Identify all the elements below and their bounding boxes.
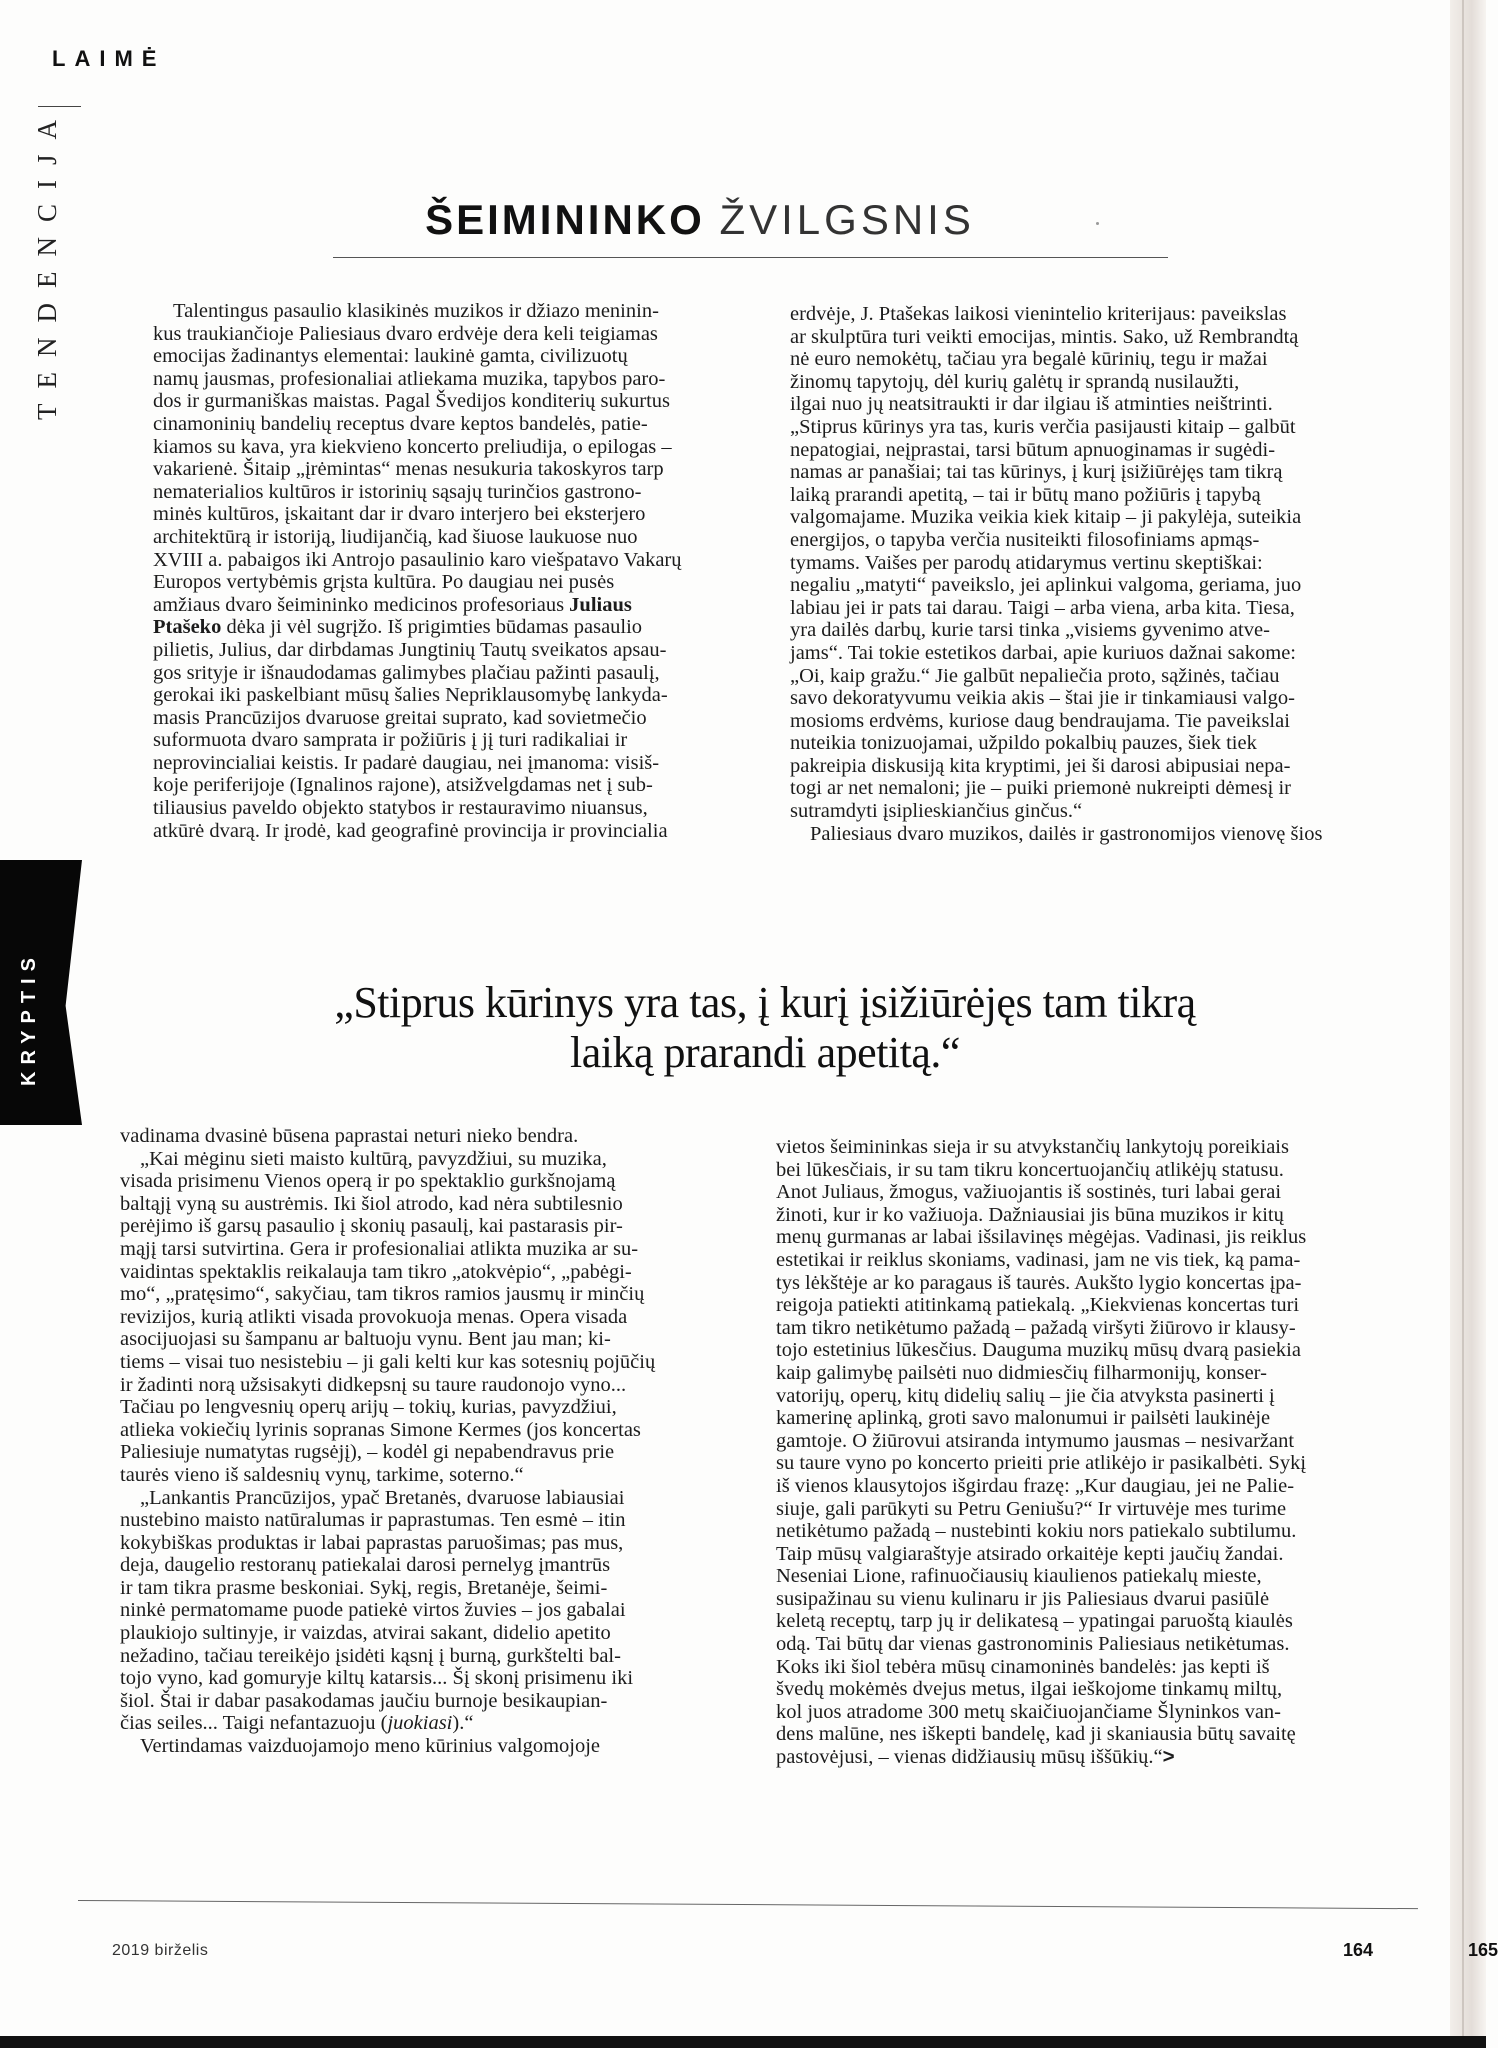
text-line	[153, 436, 753, 459]
headline-rule	[333, 257, 1168, 258]
text-line	[153, 368, 753, 391]
headline-bold: ŠEIMININKO	[425, 196, 705, 244]
text-line	[153, 481, 753, 504]
line-text: cinamoninių bandelių receptus dvare keptos bandelės, patie-	[153, 412, 648, 435]
body-column-2	[790, 303, 1405, 845]
text-line	[120, 1554, 730, 1577]
line-text: perėjimo iš garsų pasaulio į skonių pasaulį, kai pastarasis pir-	[120, 1215, 623, 1238]
text-line	[153, 752, 753, 775]
line-text: nė euro nemokėtų, tačiau yra begalė kūrinių, tegu ir mažai	[790, 348, 1268, 371]
text-line	[790, 642, 1405, 665]
text-line	[153, 549, 753, 572]
line-text: atlieka vokiečių lyrinis sopranas Simone Kermes (jos koncertas	[120, 1418, 641, 1441]
text-line	[120, 1464, 730, 1487]
text-line	[120, 1125, 730, 1148]
line-text: keletą receptų, tarp jų ir delikatesą – ypatingai paruoštą kiaulės	[776, 1610, 1293, 1633]
text-line	[790, 732, 1405, 755]
line-text: koje periferijoje (Ignalinos rajone), atsižvelgdamas net į sub-	[153, 774, 653, 797]
text-line	[120, 1667, 730, 1690]
text-line	[790, 371, 1405, 394]
line-text: čias seiles... Taigi nefantazuoju (	[120, 1712, 388, 1735]
line-text: tojo estetinius lūkesčius. Dauguma muzikų mūsų dvarą pasiekia	[776, 1339, 1301, 1362]
text-line	[120, 1622, 730, 1645]
line-text: tiems – visai tuo nesistebiu – ji gali kelti kur kas sotesnių pojūčių	[120, 1350, 656, 1373]
line-text: žinomų tapytojų, dėl kurių galėtų ir sprandą nusilaužti,	[790, 370, 1240, 393]
line-text: yra dailės darbų, kurie tarsi tinka „visiems gyvenimo atve-	[790, 619, 1270, 642]
text-line	[776, 1633, 1406, 1656]
side-category-label: TENDENCIJA	[32, 105, 62, 420]
line-text: žinoti, kur ir ko važiuoja. Dažniausiai jis būna muzikos ir kitų	[776, 1203, 1284, 1226]
text-line	[776, 1588, 1406, 1611]
line-text: „Kai mėginu sieti maisto kultūrą, pavyzdžiui, su muzika,	[140, 1147, 607, 1170]
text-line	[120, 1419, 730, 1442]
line-text: reigoja patiekti atitinkamą patiekalą. „Kiekvienas koncertas turi	[776, 1294, 1300, 1317]
line-text: taurės vieno iš saldesnių vynų, tarkime, soterno.“	[120, 1463, 524, 1486]
italic-aside: juokiasi	[387, 1712, 453, 1735]
line-text: plaukiojo sultinyje, ir vaizdas, atvirai sakant, didelio apetito	[120, 1622, 611, 1645]
section-tab-label: KRYPTIS	[18, 951, 40, 1086]
line-text: „Oi, kaip gražu.“ Jie galbūt nepaliečia proto, sąžinės, tačiau	[790, 664, 1280, 687]
text-line	[120, 1328, 730, 1351]
text-line	[790, 665, 1405, 688]
bold-name: Ptašeko	[153, 616, 222, 639]
line-text: siuje, gali parūkyti su Petru Geniušu?“ Ir virtuvėje mes turime	[776, 1497, 1287, 1520]
line-text: valgomajame. Muzika veikia kiek kitaip – ji pakylėja, suteikia	[790, 506, 1302, 529]
pull-quote-line: laiką prarandi apetitą.“	[570, 1028, 960, 1077]
line-text: ).“	[452, 1712, 474, 1735]
line-text: suformuota dvaro samprata ir požiūris į jį turi radikaliai ir	[153, 729, 628, 752]
line-text: atkūrė dvarą. Ir įrodė, kad geografinė provincija ir provincialia	[153, 819, 668, 842]
line-text: jams“. Tai tokie estetikos darbai, apie kuriuos dažnai sakome:	[790, 641, 1296, 664]
text-line	[776, 1226, 1406, 1249]
text-line	[153, 526, 753, 549]
text-line	[153, 707, 753, 730]
text-line	[120, 1509, 730, 1532]
line-text: tojo vyno, kad gomuryje kiltų katarsis... Šį skonį prisimenu iki	[120, 1667, 634, 1690]
line-text: odą. Tai būtų dar vienas gastronominis Paliesiaus netikėtumas.	[776, 1633, 1290, 1656]
issue-date: 2019 birželis	[112, 1942, 209, 1959]
line-text: kus traukiančioje Paliesiaus dvaro erdvėje dera keli teigiamas	[153, 322, 658, 345]
text-line	[120, 1735, 730, 1758]
line-text: pastovėjusi, – vienas didžiausių mūsų iššūkių.“	[776, 1746, 1163, 1769]
text-line	[790, 710, 1405, 733]
text-line	[790, 529, 1405, 552]
text-line	[153, 820, 753, 843]
text-line	[153, 300, 753, 323]
text-line	[153, 729, 753, 752]
line-text: ir žadinti norą užsisakyti didkepsnį su taure raudonojo vyno...	[120, 1373, 627, 1396]
line-text: sutramdyti įsiplieskiančius ginčus.“	[790, 800, 1083, 823]
line-text: nežadino, tačiau tereikėjo įsidėti kąsnį į burną, gurkštelti bal-	[120, 1644, 621, 1667]
text-line	[776, 1385, 1406, 1408]
text-line	[790, 439, 1405, 462]
text-line	[776, 1339, 1406, 1362]
text-line	[776, 1543, 1406, 1566]
text-line	[120, 1306, 730, 1329]
line-text: Vertindamas vaizduojamojo meno kūrinius valgomojoje	[140, 1735, 601, 1758]
line-text: mo“, „pratęsimo“, sakyčiau, tam tikros ramios jausmų ir minčių	[120, 1283, 645, 1306]
text-line	[153, 797, 753, 820]
text-line	[153, 413, 753, 436]
text-line	[120, 1487, 730, 1510]
line-text: architektūrą ir istoriją, liudijančią, kad šiuose laukuose nuo	[153, 525, 638, 548]
text-line	[120, 1351, 730, 1374]
line-text: masis Prancūzijos dvaruose greitai suprato, kad sovietmečio	[153, 706, 647, 729]
text-line	[790, 326, 1405, 349]
text-line	[776, 1475, 1406, 1498]
line-text: nematerialios kultūros ir istorinių sąsajų turinčios gastrono-	[153, 480, 642, 503]
line-text: mąjį tarsi sutvirtina. Gera ir profesionaliai atlikta muzika ar su-	[120, 1237, 639, 1260]
text-line	[776, 1294, 1406, 1317]
line-text: neprovincialiai keistis. Ir padarė daugiau, nei įmanoma: visiš-	[153, 751, 660, 774]
line-text: laiką prarandi apetitą, – tai ir būtų mano požiūris į tapybą	[790, 483, 1261, 506]
text-line	[776, 1610, 1406, 1633]
text-line	[153, 662, 753, 685]
line-text: gos srityje ir išnaudodamas galimybes plačiau pažinti pasaulį,	[153, 661, 660, 684]
section-label: LAIMĖ	[52, 46, 166, 71]
scan-bottom-edge	[0, 2036, 1486, 2048]
section-tab	[0, 860, 82, 1125]
text-line	[120, 1712, 730, 1735]
line-text: gerokai iki paskelbiant mūsų šalies Nepriklausomybę lankyda-	[153, 684, 668, 707]
text-line	[776, 1159, 1406, 1182]
line-text: ar skulptūra turi veikti emocijas, mintis. Sako, už Rembrandtą	[790, 325, 1299, 348]
text-line	[790, 755, 1405, 778]
line-text: bei lūkesčiais, ir su tam tikru koncertuojančių atlikėjų statusu.	[776, 1158, 1284, 1181]
line-text: Neseniai Lione, rafinuočiausių kiaulienos patiekalų mieste,	[776, 1565, 1262, 1588]
text-line	[776, 1723, 1406, 1746]
pull-quote-line: „Stiprus kūrinys yra tas, į kurį įsižiūrėjęs tam tikrą	[334, 978, 1196, 1027]
line-text: Koks iki šiol tebėra mūsų cinamoninės bandelės: jas kepti iš	[776, 1655, 1270, 1678]
bold-name: Juliaus	[569, 593, 632, 616]
text-line	[776, 1181, 1406, 1204]
line-text: visada prisimenu Vienos operą ir po spektaklio gurkšnojamą	[120, 1170, 616, 1193]
text-line	[790, 416, 1405, 439]
headline-light: ŽVILGSNIS	[719, 196, 975, 244]
text-line	[790, 552, 1405, 575]
text-line	[153, 571, 753, 594]
line-text: kamerinę aplinką, groti savo malonumui ir pailsėti laukinėje	[776, 1407, 1271, 1430]
end-mark: >	[1162, 1745, 1175, 1769]
text-line	[790, 461, 1405, 484]
line-text: susipažinau su vienu kulinaru ir jis Paliesiaus dvarui pasiūlė	[776, 1587, 1270, 1610]
text-line	[120, 1283, 730, 1306]
text-line	[120, 1690, 730, 1713]
line-text: namų jausmas, profesionaliai atliekama muzika, tapybos paro-	[153, 367, 666, 390]
line-text: dos ir gurmaniškas maistas. Pagal Švedijos konditerių sukurtus	[153, 390, 671, 413]
text-line	[153, 684, 753, 707]
text-line	[790, 597, 1405, 620]
text-line	[776, 1678, 1406, 1701]
text-line	[153, 503, 753, 526]
text-line	[776, 1407, 1406, 1430]
text-line	[153, 616, 753, 639]
text-line	[120, 1645, 730, 1668]
line-text: kiamos su kava, yra kiekvieno koncerto preliudija, o epilogas –	[153, 435, 672, 458]
line-text: kokybiškas produktas ir labai paprastas paruošimas; pas mus,	[120, 1531, 624, 1554]
text-line	[776, 1317, 1406, 1340]
line-text: deja, daugelio restoranų patiekalai darosi pernelyg įmantrūs	[120, 1554, 611, 1577]
text-line	[153, 323, 753, 346]
line-text: vatorijų, operų, kitų didelių salių – jie čia atvyksta pasinerti į	[776, 1384, 1275, 1407]
line-text: asocijuojasi su šampanu ar baltuoju vynu. Bent jau man; ki-	[120, 1328, 611, 1351]
speck	[1096, 222, 1099, 225]
text-line	[120, 1215, 730, 1238]
text-line	[120, 1374, 730, 1397]
text-line	[790, 393, 1405, 416]
text-line	[120, 1238, 730, 1261]
text-line	[153, 639, 753, 662]
line-text: mosioms erdvėms, kuriose daug bendraujama. Tie paveikslai	[790, 709, 1290, 732]
line-text: gamtoje. O žiūrovui atsiranda intymumo jausmas – nesivaržant	[776, 1429, 1295, 1452]
line-text: Paliesiuje numatytas rugsėjį), – kodėl gi nepabendravus prie	[120, 1441, 615, 1464]
text-line	[120, 1193, 730, 1216]
text-line	[790, 484, 1405, 507]
line-text: negaliu „matyti“ paveikslo, jei aplinkui valgoma, geriama, juo	[790, 574, 1302, 597]
text-line	[776, 1272, 1406, 1295]
text-line	[790, 619, 1405, 642]
text-line	[776, 1565, 1406, 1588]
line-text: pakreipia diskusiją kita kryptimi, jei ši darosi abipusiai nepa-	[790, 754, 1291, 777]
line-text: labiau jei ir pats tai darau. Taigi – arba viena, arba kita. Tiesa,	[790, 596, 1295, 619]
text-line	[776, 1452, 1406, 1475]
body-column-3	[120, 1125, 730, 1758]
line-text: minės kultūros, įskaitant dar ir dvaro interjero bei eksterjero	[153, 503, 646, 526]
text-line	[120, 1577, 730, 1600]
line-text: emocijas žadinantys elementai: laukinė gamta, civilizuotų	[153, 345, 628, 368]
line-text: šiol. Štai ir dabar pasakodamas jaučiu burnoje besikaupian-	[120, 1689, 608, 1712]
text-line	[776, 1520, 1406, 1543]
text-line	[790, 823, 1405, 846]
line-text: ir tam tikra prasme beskoniai. Sykį, regis, Bretanėje, šeimi-	[120, 1576, 608, 1599]
body-column-4	[776, 1136, 1406, 1769]
line-text: nuteikia tonizuojamai, užpildo pokalbių pauzes, šiek tiek	[790, 732, 1257, 755]
text-line	[790, 303, 1405, 326]
line-text: švedų mokėmės dvejus metus, ilgai ieškojome tinkamų miltų,	[776, 1678, 1283, 1701]
text-line	[153, 458, 753, 481]
text-line	[120, 1396, 730, 1419]
line-text: iš vienos klausytojos išgirdau frazę: „Kur daugiau, jei ne Palie-	[776, 1474, 1295, 1497]
line-text: tiliausius paveldo objekto statybos ir restauravimo niuansus,	[153, 797, 648, 820]
line-text: togi ar net nemaloni; jie – puiki priemonė nukreipti dėmesį ir	[790, 777, 1291, 800]
line-text: tam tikro netikėtumo pažadą – pažadą viršyti žiūrovo ir klausy-	[776, 1316, 1296, 1339]
line-text: ninkė permatomame puode patiekė virtos žuvies – jos gabalai	[120, 1599, 626, 1622]
line-text: vietos šeimininkas sieja ir su atvykstančių lankytojų poreikiais	[776, 1136, 1289, 1158]
line-text: kol juos atradome 300 metų skaičiuojančiame Šlyninkos van-	[776, 1700, 1281, 1723]
article-headline	[300, 196, 1100, 244]
line-text: Tačiau po lengvesnių operų arijų – tokių, kurias, pavyzdžiui,	[120, 1396, 617, 1419]
text-line	[153, 594, 753, 617]
text-line	[120, 1599, 730, 1622]
line-text: nustebino maisto natūralumas ir paprastumas. Ten esmė – itin	[120, 1509, 626, 1532]
line-text: dens malūne, nes iškepti bandelę, kad ji skaniausia būtų savaitę	[776, 1723, 1296, 1746]
text-line	[153, 774, 753, 797]
line-text: vaidintas spektaklis reikalauja tam tikro „atokvėpio“, „pabėgi-	[120, 1260, 632, 1283]
text-line	[790, 687, 1405, 710]
footer-rule	[78, 1900, 1418, 1909]
line-text: „Lankantis Prancūzijos, ypač Bretanės, dvaruose labiausiai	[140, 1486, 625, 1509]
line-text: XVIII a. pabaigos iki Antrojo pasaulinio karo viešpatavo Vakarų	[153, 548, 682, 571]
text-line	[776, 1430, 1406, 1453]
line-text: energijos, o tapyba verčia nusiteikti filosofiniams apmąs-	[790, 528, 1260, 551]
line-text: netikėtumo pažadą – nustebinti kokiu nors patiekalo subtilumu.	[776, 1520, 1297, 1543]
line-text: revizijos, kurią atlikti visada provokuoja menas. Opera visada	[120, 1305, 628, 1328]
text-line	[776, 1204, 1406, 1227]
text-line	[120, 1532, 730, 1555]
line-text: kaip galimybę pailsėti nuo didmiesčių filharmonijų, konser-	[776, 1361, 1267, 1384]
body-column-1	[153, 300, 753, 842]
text-line	[120, 1441, 730, 1464]
text-line	[776, 1249, 1406, 1272]
text-line	[120, 1261, 730, 1284]
line-text: Talentingus pasaulio klasikinės muzikos ir džiazo meninin-	[173, 300, 659, 322]
line-text: nepatogiai, neįprastai, tarsi būtum apnuoginamas ir sugėdi-	[790, 438, 1276, 461]
line-text: Europos vertybėmis grįsta kultūra. Po daugiau nei pusės	[153, 571, 615, 594]
line-text: savo dekoratyvumu veikia akis – štai jie ir tinkamiausi valgo-	[790, 687, 1295, 710]
line-text: amžiaus dvaro šeimininko medicinos profesoriaus	[153, 593, 570, 616]
text-line	[153, 390, 753, 413]
text-line	[776, 1746, 1406, 1769]
line-text: dėka ji vėl sugrįžo. Iš prigimties būdamas pasaulio	[221, 616, 643, 639]
line-text: Anot Juliaus, žmogus, važiuojantis iš sostinės, turi labai gerai	[776, 1181, 1282, 1204]
text-line	[790, 574, 1405, 597]
text-line	[776, 1362, 1406, 1385]
text-line	[120, 1170, 730, 1193]
line-text: pilietis, Julius, dar dirbdamas Jungtinių Tautų sveikatos apsau-	[153, 638, 667, 661]
line-text: erdvėje, J. Ptašekas laikosi vienintelio kriterijaus: paveikslas	[790, 303, 1287, 325]
line-text: tymams. Vaišes per parodų atidarymus vertinu skeptiškai:	[790, 551, 1263, 574]
line-text: su taure vyno po koncerto prieiti prie atlikėjo ir pasikalbėti. Sykį	[776, 1452, 1307, 1475]
line-text: „Stiprus kūrinys yra tas, kuris verčia pasijausti kitaip – galbūt	[790, 415, 1296, 438]
line-text: Paliesiaus dvaro muzikos, dailės ir gastronomijos vienovę šios	[810, 822, 1323, 845]
next-page-number: 165	[1468, 1940, 1498, 1960]
text-line	[790, 348, 1405, 371]
line-text: estetikai ir reiklus skoniams, vadinasi, jam ne vis tiek, ką pama-	[776, 1248, 1301, 1271]
page-edge	[1462, 0, 1464, 2048]
line-text: vadinama dvasinė būsena paprastai neturi nieko bendra.	[120, 1125, 579, 1147]
text-line	[776, 1498, 1406, 1521]
text-line	[790, 777, 1405, 800]
text-line	[790, 800, 1405, 823]
pull-quote	[190, 978, 1340, 1078]
line-text: menų gurmanas ar labai išsilavinęs mėgėjas. Vadinasi, jis reiklus	[776, 1226, 1307, 1249]
adjacent-page-gutter	[1450, 0, 1486, 2048]
text-line	[120, 1148, 730, 1171]
line-text: tys lėkštėje ar ko paragaus iš taurės. Aukšto lygio koncertas įpa-	[776, 1271, 1302, 1294]
text-line	[776, 1136, 1406, 1159]
line-text: ilgai nuo jų neatsitraukti ir dar ilgiau iš atminties neištrinti.	[790, 393, 1273, 416]
text-line	[790, 506, 1405, 529]
text-line	[776, 1656, 1406, 1679]
text-line	[153, 345, 753, 368]
text-line	[776, 1701, 1406, 1724]
page-number: 164	[1343, 1940, 1374, 1960]
line-text: Taip mūsų valgiaraštyje atsirado orkaitėje kepti jaučių žandai.	[776, 1542, 1284, 1565]
line-text: namas ar panašiai; tai tas kūrinys, į kurį įsižiūrėjęs tam tikrą	[790, 461, 1283, 484]
line-text: vakarienė. Šitaip „įrėmintas“ menas nesukuria takoskyros tarp	[153, 458, 664, 481]
line-text: baltąjį vyną su austrėmis. Iki šiol atrodo, kad nėra subtilesnio	[120, 1192, 623, 1215]
